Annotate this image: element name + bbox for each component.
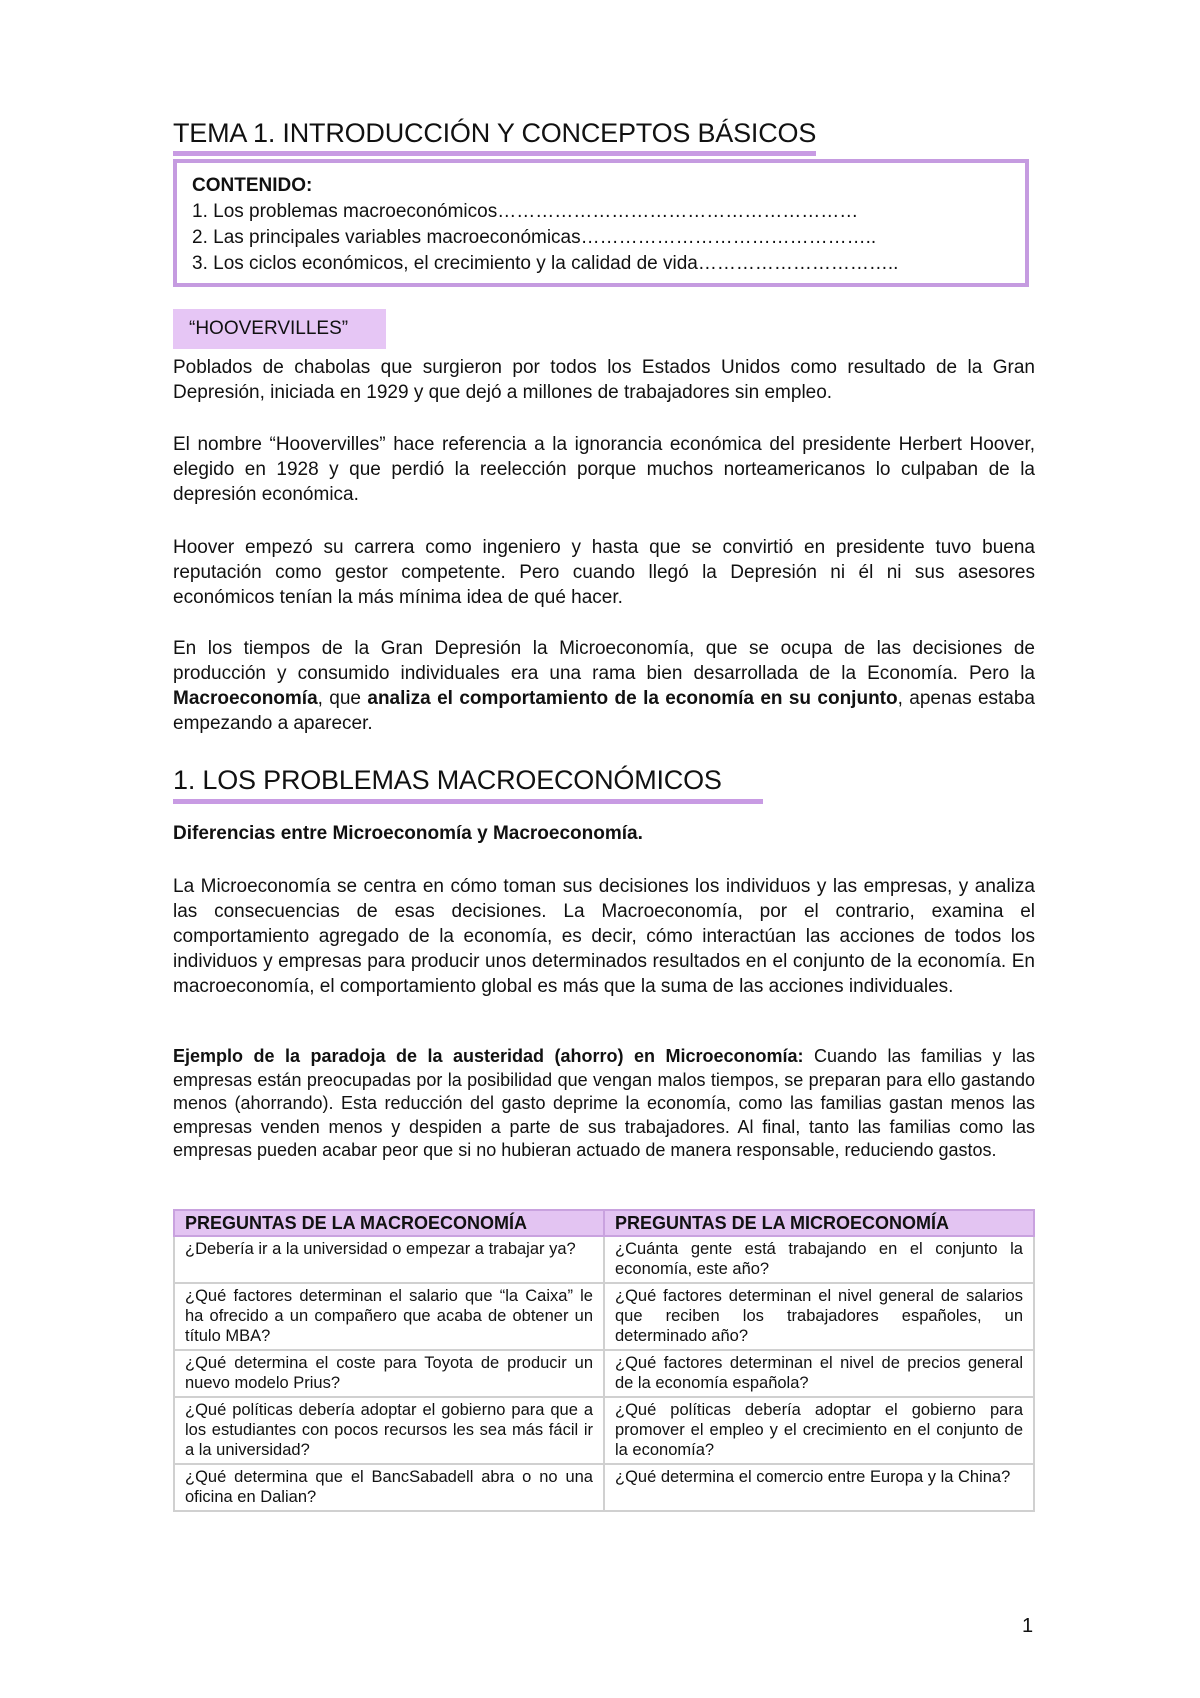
table-cell: ¿Qué determina que el BancSabadell abra o no una oficina en Dalian? [174,1464,604,1511]
contents-item-3: 3. Los ciclos económicos, el crecimiento y la calidad de vida………………………….. [192,253,899,274]
hoovervilles-paragraph-1: Poblados de chabolas que surgieron por todos los Estados Unidos como resultado de la Gran Depresión, iniciada en 1929 y que dejó a millones de trabajadores sin empleo. [173,357,1035,403]
table-cell: ¿Qué políticas debería adoptar el gobierno para promover el empleo y el crecimiento en el conjunto de la economía? [604,1397,1034,1464]
table-cell: ¿Qué factores determinan el nivel de precios general de la economía española? [604,1350,1034,1397]
paradox-bold-lead: Ejemplo de la paradoja de la austeridad (ahorro) en Microeconomía: [173,1046,804,1066]
hoovervilles-tag: “HOOVERVILLES” [173,309,386,349]
table-row [174,1464,1034,1511]
header-micro: PREGUNTAS DE LA MICROECONOMÍA [604,1210,1034,1236]
contents-heading: CONTENIDO: [192,175,313,196]
p4-bold-definition: analiza el comportamiento de la economía en su conjunto [367,688,898,709]
paradox-text: Cuando las familias y las empresas están preocupadas por la posibilidad que vengan malos tiempos, se preparan para ello gastando menos (ahorrando). Esta reducción del gasto deprime la economía, como las familias gastan menos las empresas venden menos y despiden a parte de sus trabajadores. Al final, tanto las familias como las empresas pueden acabar peor que si no hubieran actuado de manera responsable, reduciendo gastos. [173,1046,1035,1161]
contents-item-2: 2. Las principales variables macroeconómicas……………………………………….. [192,227,877,248]
p4-text-e: , apenas estaba empezando a aparecer. [173,688,1035,734]
table-cell: ¿Cuánta gente está trabajando en el conjunto la economía, este año? [604,1236,1034,1283]
contents-box [173,159,1029,287]
section-1-paragraph-1: La Microeconomía se centra en cómo toman sus decisiones los individuos y las empresas, y analiza las consecuencias de esas decisiones. La Macroeconomía, por el contrario, examina el comportamiento agregado de la economía, es decir, cómo interactúan las acciones de todos los individuos y empresas para producir unos determinados resultados en el conjunto de la economía. En macroeconomía, el comportamiento global es más que la suma de las acciones individuales. [173,876,1035,997]
p4-text-a: En los tiempos de la Gran Depresión la Microeconomía, que se ocupa de las decisiones de producción y consumido individuales era una rama bien desarrollada de la Economía. Pero la [173,638,1035,684]
section-1-heading: 1. LOS PROBLEMAS MACROECONÓMICOS [173,765,763,804]
table-row [174,1350,1034,1397]
table-header-row [174,1210,1034,1236]
section-1-subheading: Diferencias entre Microeconomía y Macroeconomía. [173,823,643,844]
table-row [174,1397,1034,1464]
table-cell: ¿Qué factores determinan el nivel general de salarios que reciben los trabajadores españoles, un determinado año? [604,1283,1034,1350]
hoovervilles-paragraph-2: El nombre “Hoovervilles” hace referencia a la ignorancia económica del presidente Herbert Hoover, elegido en 1928 y que perdió la reelección porque muchos norteamericanos lo culpaban de la depresión económica. [173,434,1035,505]
contents-item-1: 1. Los problemas macroeconómicos………………………………………………… [192,201,859,222]
table-cell: ¿Qué determina el coste para Toyota de producir un nuevo modelo Prius? [174,1350,604,1397]
hoovervilles-paragraph-4 [173,636,1035,736]
p4-bold-macroeconomia: Macroeconomía [173,688,318,709]
table-row [174,1283,1034,1350]
hoovervilles-paragraph-3: Hoover empezó su carrera como ingeniero y hasta que se convirtió en presidente tuvo buena reputación como gestor competente. Pero cuando llegó la Depresión ni él ni sus asesores económicos tenían la más mínima idea de qué hacer. [173,537,1035,608]
questions-table [173,1209,1035,1512]
page-title: TEMA 1. INTRODUCCIÓN Y CONCEPTOS BÁSICOS [173,118,816,156]
header-macro: PREGUNTAS DE LA MACROECONOMÍA [174,1210,604,1236]
table-row [174,1236,1034,1283]
section-1-paragraph-2 [173,1045,1035,1163]
p4-text-c: , que [317,688,368,709]
page-number: 1 [1022,1615,1034,1637]
table-cell: ¿Qué factores determinan el salario que “la Caixa” le ha ofrecido a un compañero que acaba de obtener un título MBA? [174,1283,604,1350]
table-cell: ¿Qué políticas debería adoptar el gobierno para que a los estudiantes con pocos recursos les sea más fácil ir a la universidad? [174,1397,604,1464]
table-cell: ¿Debería ir a la universidad o empezar a trabajar ya? [174,1236,604,1283]
table-cell: ¿Qué determina el comercio entre Europa y la China? [604,1464,1034,1511]
